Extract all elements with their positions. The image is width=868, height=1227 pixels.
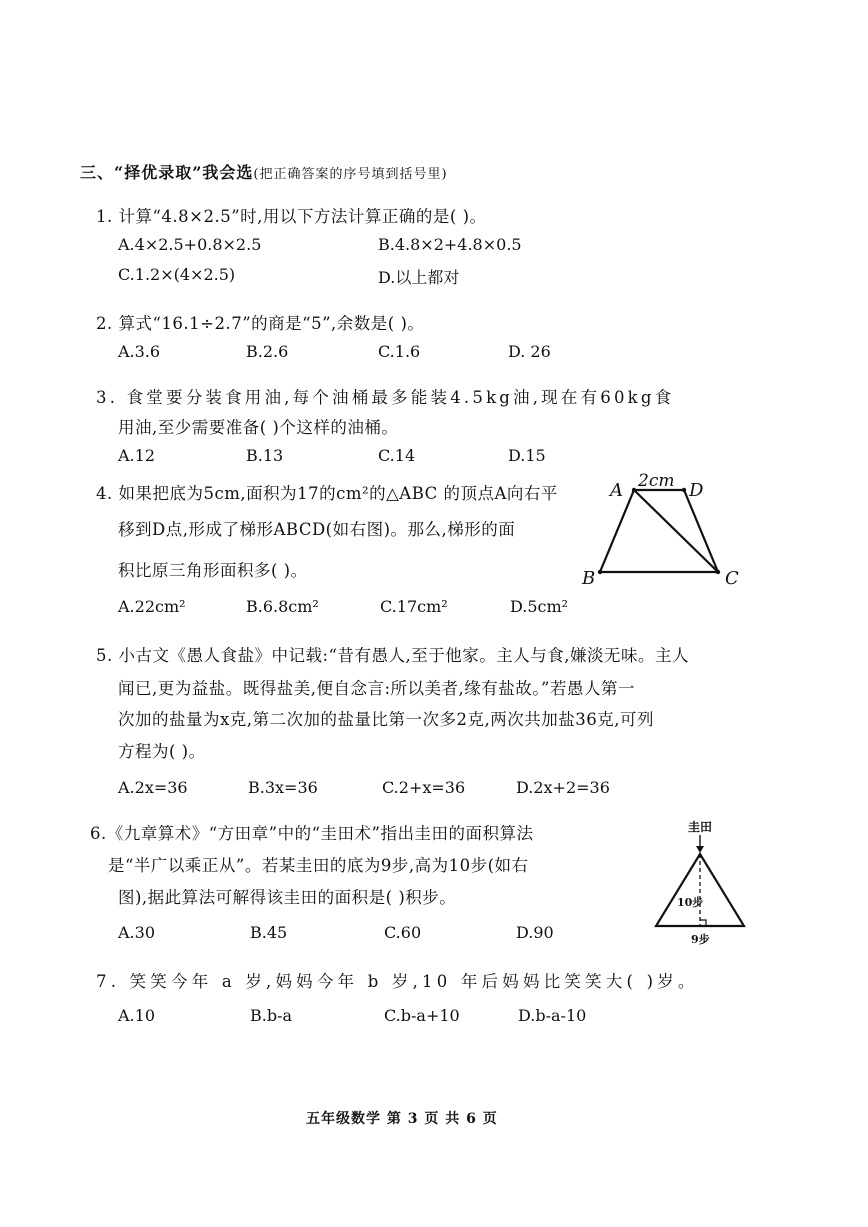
- q7-option-d: D.b-a-10: [518, 1006, 587, 1025]
- point-c: [716, 570, 720, 574]
- q6-option-b: B.45: [250, 923, 288, 942]
- page-footer: 五年级数学 第 3 页 共 6 页: [306, 1111, 498, 1127]
- label-height: 10步: [677, 896, 704, 909]
- q7-option-a: A.10: [118, 1006, 155, 1025]
- question-3-line-1: 3. 食堂要分装食用油,每个油桶最多能装4.5kg油,现在有60kg食: [96, 388, 675, 407]
- q2-option-a: A.3.6: [118, 342, 161, 361]
- q2-option-d: D. 26: [508, 342, 551, 361]
- q3-option-a: A.12: [118, 446, 155, 465]
- label-a: A: [610, 480, 623, 501]
- trapezoid-figure: [582, 468, 758, 596]
- q1-option-a: A.4×2.5+0.8×2.5: [118, 235, 262, 254]
- label-c: C: [725, 568, 739, 589]
- q1-option-b: B.4.8×2+4.8×0.5: [378, 235, 522, 254]
- section-heading: [80, 160, 448, 183]
- q2-option-c: C.1.6: [378, 342, 421, 361]
- q3-option-b: B.13: [246, 446, 284, 465]
- question-4-line-3: 积比原三角形面积多( )。: [118, 561, 308, 580]
- question-5-line-3: 次加的盐量为x克,第二次加的盐量比第一次多2克,两次共加盐36克,可列: [118, 710, 655, 729]
- trapezoid-diagonal: [634, 490, 718, 572]
- q6-option-a: A.30: [118, 923, 155, 942]
- q4-option-b: B.6.8cm²: [246, 597, 319, 616]
- q2-option-b: B.2.6: [246, 342, 289, 361]
- question-6-line-1: 6.《九章算术》“方田章”中的“圭田术”指出圭田的面积算法: [90, 824, 534, 843]
- question-7-text: 7. 笑笑今年 a 岁,妈妈今年 b 岁,10 年后妈妈比笑笑大( )岁。: [96, 972, 699, 991]
- q4-option-a: A.22cm²: [118, 597, 186, 616]
- q1-option-c: C.1.2×(4×2.5): [118, 265, 236, 284]
- label-top-length: 2cm: [638, 471, 675, 491]
- point-b: [598, 570, 602, 574]
- label-b: B: [582, 568, 596, 589]
- q5-option-a: A.2x=36: [118, 778, 188, 797]
- question-3-line-2: 用油,至少需要准备( )个这样的油桶。: [118, 418, 399, 437]
- triangle-figure: [650, 816, 754, 952]
- q4-option-c: C.17cm²: [380, 597, 448, 616]
- section-note: (把正确答案的序号填到括号里): [253, 167, 448, 182]
- question-5-line-4: 方程为( )。: [118, 742, 206, 761]
- question-4-line-1: 4. 如果把底为5cm,面积为17的cm²的△ABC 的顶点A向右平: [96, 484, 558, 503]
- question-6-line-3: 图),据此算法可解得该圭田的面积是( )积步。: [118, 888, 457, 907]
- label-d: D: [689, 480, 704, 501]
- label-guitian: 圭田: [688, 820, 713, 834]
- trapezoid-outline: [600, 490, 718, 572]
- section-title: 三、“择优录取”我会选: [80, 163, 254, 182]
- q6-option-c: C.60: [384, 923, 422, 942]
- question-5-line-1: 5. 小古文《愚人食盐》中记载:“昔有愚人,至于他家。主人与食,嫌淡无味。主人: [96, 646, 689, 665]
- q3-option-d: D.15: [508, 446, 546, 465]
- point-d: [682, 488, 686, 492]
- q5-option-c: C.2+x=36: [382, 778, 466, 797]
- q5-option-b: B.3x=36: [248, 778, 318, 797]
- label-base: 9步: [691, 933, 710, 946]
- question-5-line-2: 闻已,更为益盐。既得盐美,便自念言:所以美者,缘有盐故。”若愚人第一: [118, 679, 635, 698]
- q5-option-d: D.2x+2=36: [516, 778, 610, 797]
- question-6-line-2: 是“半广以乘正从”。若某圭田的底为9步,高为10步(如右: [108, 856, 529, 875]
- question-2-text: 2. 算式“16.1÷2.7”的商是“5”,余数是( )。: [96, 314, 425, 333]
- q3-option-c: C.14: [378, 446, 416, 465]
- q1-option-d: D.以上都对: [378, 268, 460, 287]
- q7-option-c: C.b-a+10: [384, 1006, 460, 1025]
- q4-option-d: D.5cm²: [510, 597, 569, 616]
- q6-option-d: D.90: [516, 923, 554, 942]
- q7-option-b: B.b-a: [250, 1006, 293, 1025]
- question-1-text: 1. 计算“4.8×2.5”时,用以下方法计算正确的是( )。: [96, 207, 487, 226]
- point-a: [632, 488, 636, 492]
- question-4-line-2: 移到D点,形成了梯形ABCD(如右图)。那么,梯形的面: [118, 520, 516, 539]
